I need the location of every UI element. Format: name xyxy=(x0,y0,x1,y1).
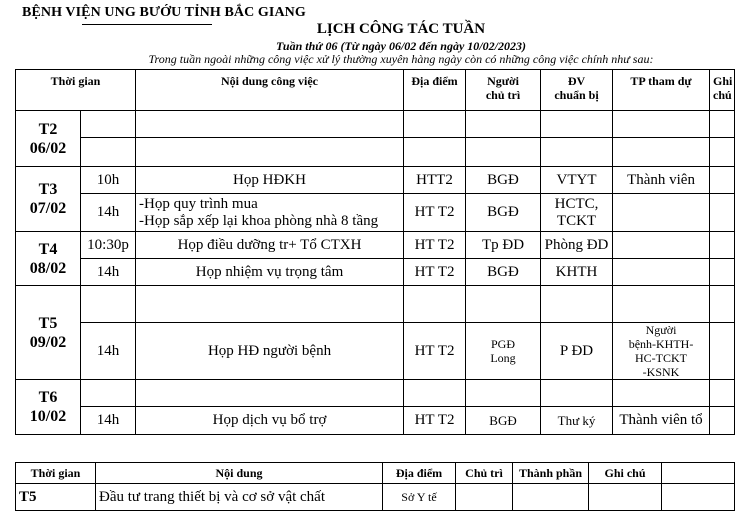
unit-cell xyxy=(541,194,613,232)
chair-cell xyxy=(466,259,541,286)
cell-line: BGĐ xyxy=(487,171,519,188)
content-cell xyxy=(136,380,404,407)
content-cell xyxy=(136,407,404,435)
cell-line: VTYT xyxy=(556,171,597,188)
location-cell xyxy=(404,138,466,167)
attendees-cell xyxy=(613,286,710,323)
time-cell: 14h xyxy=(81,194,136,232)
cell-line: BGĐ xyxy=(487,263,519,280)
document-title: LỊCH CÔNG TÁC TUẦN xyxy=(316,21,486,37)
extra-col-notes: Ghi chú xyxy=(589,463,662,484)
notes-cell xyxy=(710,194,735,232)
unit-cell xyxy=(541,138,613,167)
notes-cell xyxy=(710,380,735,407)
extra-notes xyxy=(589,484,662,511)
day-cell xyxy=(16,286,81,380)
attendees-cell xyxy=(613,111,710,138)
notes-cell xyxy=(710,111,735,138)
unit-cell xyxy=(541,111,613,138)
cell-line: Họp dịch vụ bổ trợ xyxy=(212,412,327,428)
chair-cell xyxy=(466,194,541,232)
day-label: T2 xyxy=(38,120,58,138)
chair-cell xyxy=(466,380,541,407)
time-cell xyxy=(81,286,136,323)
cell-line: Long xyxy=(490,351,516,365)
extra-col-chair: Chủ trì xyxy=(456,463,513,484)
notes-cell xyxy=(710,407,735,435)
cell-line: HC-TCKT xyxy=(635,351,688,365)
extra-blank xyxy=(662,484,735,511)
extra-location: Sở Y tế xyxy=(383,484,456,511)
schedule-header-row xyxy=(16,70,735,111)
unit-cell xyxy=(541,259,613,286)
content-cell xyxy=(136,286,404,323)
day-date: 10/02 xyxy=(29,408,67,425)
day-cell xyxy=(16,111,81,167)
attendees-cell xyxy=(613,194,710,232)
cell-line: Họp nhiệm vụ trọng tâm xyxy=(195,263,344,280)
extra-col-location: Địa điểm xyxy=(383,463,456,484)
cell-line: Họp điều dưỡng tr+ Tổ CTXH xyxy=(177,236,362,253)
cell-line: PGĐ xyxy=(491,337,516,351)
attendees-cell xyxy=(613,323,710,380)
time-cell: 14h xyxy=(81,407,136,435)
extra-table xyxy=(15,462,735,511)
cell-line: -Họp sắp xếp lại khoa phòng nhà 8 tầng xyxy=(139,212,379,229)
location-cell xyxy=(404,380,466,407)
content-cell xyxy=(136,167,404,194)
extra-col-members: Thành phần xyxy=(513,463,589,484)
extra-col-content: Nội dung xyxy=(96,463,383,484)
notes-cell xyxy=(710,167,735,194)
schedule-row xyxy=(16,232,735,259)
attendees-cell xyxy=(613,138,710,167)
extra-chair xyxy=(456,484,513,511)
day-cell xyxy=(16,380,81,435)
cell-line: -Họp quy trình mua xyxy=(139,195,258,212)
intro-text: Trong tuần ngoài những công việc xử lý thường xuyên hàng ngày còn có những công việc chính như sau: xyxy=(148,52,654,66)
cell-line: Họp HĐKH xyxy=(233,171,306,188)
chair-cell xyxy=(466,407,541,435)
hospital-name: BỆNH VIỆN UNG BƯỚU TỈNH BẮC GIANG xyxy=(22,5,306,20)
col-unit: ĐV chuẩn bị xyxy=(541,70,613,111)
cell-line: P ĐD xyxy=(559,342,594,359)
chair-cell xyxy=(466,323,541,380)
col-chair: Người chủ trì xyxy=(466,70,541,111)
content-cell xyxy=(136,111,404,138)
location-cell xyxy=(404,286,466,323)
attendees-cell xyxy=(613,232,710,259)
day-date: 06/02 xyxy=(29,139,67,157)
unit-cell xyxy=(541,407,613,435)
time-cell xyxy=(81,380,136,407)
cell-line: Người xyxy=(645,323,677,337)
day-date: 08/02 xyxy=(29,259,67,277)
unit-cell xyxy=(541,232,613,259)
schedule-row xyxy=(16,286,735,323)
cell-line: BGĐ xyxy=(487,204,519,220)
cell-line: Tp ĐD xyxy=(481,236,525,253)
col-attendees: TP tham dự xyxy=(613,70,710,111)
unit-cell xyxy=(541,380,613,407)
unit-cell xyxy=(541,286,613,323)
schedule-row xyxy=(16,407,735,435)
week-range: Tuần thứ 06 (Từ ngày 06/02 đến ngày 10/02/2023) xyxy=(276,39,526,53)
schedule-row xyxy=(16,167,735,194)
extra-col-blank xyxy=(662,463,735,484)
unit-cell xyxy=(541,323,613,380)
cell-line: Phòng ĐD xyxy=(544,236,609,253)
day-date: 09/02 xyxy=(29,333,67,351)
notes-cell xyxy=(710,259,735,286)
cell-line: Thành viên tổ xyxy=(619,412,703,428)
day-label: T6 xyxy=(38,389,58,406)
notes-cell xyxy=(710,138,735,167)
col-time: Thời gian xyxy=(16,70,136,111)
content-cell xyxy=(136,232,404,259)
chair-cell xyxy=(466,138,541,167)
day-cell xyxy=(16,167,81,232)
extra-header-row xyxy=(16,463,735,484)
schedule-row xyxy=(16,194,735,232)
schedule-table xyxy=(15,69,735,435)
extra-members xyxy=(513,484,589,511)
cell-line: KHTH xyxy=(555,263,598,280)
extra-col-time: Thời gian xyxy=(16,463,96,484)
content-cell xyxy=(136,138,404,167)
schedule-row xyxy=(16,138,735,167)
location-cell: HT T2 xyxy=(404,232,466,259)
extra-content: Đầu tư trang thiết bị và cơ sở vật chất xyxy=(96,484,383,511)
location-cell: HT T2 xyxy=(404,407,466,435)
time-cell: 10h xyxy=(81,167,136,194)
time-cell xyxy=(81,111,136,138)
time-cell: 14h xyxy=(81,259,136,286)
col-location: Địa điểm xyxy=(404,70,466,111)
content-cell xyxy=(136,323,404,380)
schedule-row xyxy=(16,259,735,286)
time-cell xyxy=(81,138,136,167)
location-cell: HT T2 xyxy=(404,194,466,232)
cell-line: Họp HĐ người bệnh xyxy=(207,342,332,359)
cell-line: -KSNK xyxy=(642,365,680,379)
time-cell: 14h xyxy=(81,323,136,380)
schedule-row xyxy=(16,323,735,380)
chair-cell xyxy=(466,286,541,323)
day-cell xyxy=(16,232,81,286)
cell-line: TCKT xyxy=(556,212,597,229)
location-cell xyxy=(404,111,466,138)
location-cell: HT T2 xyxy=(404,323,466,380)
chair-cell xyxy=(466,111,541,138)
schedule-row xyxy=(16,111,735,138)
attendees-cell xyxy=(613,167,710,194)
cell-line: Thành viên xyxy=(627,171,695,188)
extra-row xyxy=(16,484,735,511)
day-label: T4 xyxy=(38,240,58,258)
cell-line: Thư ký xyxy=(557,413,596,428)
col-notes: Ghi chú xyxy=(710,70,735,111)
notes-cell xyxy=(710,323,735,380)
content-cell xyxy=(136,194,404,232)
cell-line: bệnh-KHTH- xyxy=(628,337,694,351)
time-cell: 10:30p xyxy=(81,232,136,259)
attendees-cell xyxy=(613,380,710,407)
attendees-cell xyxy=(613,407,710,435)
day-label: T5 xyxy=(38,314,58,332)
content-cell xyxy=(136,259,404,286)
unit-cell xyxy=(541,167,613,194)
location-cell: HT T2 xyxy=(404,259,466,286)
attendees-cell xyxy=(613,259,710,286)
day-label: T3 xyxy=(38,181,58,198)
location-cell: HTT2 xyxy=(404,167,466,194)
cell-line: BGĐ xyxy=(489,413,517,428)
schedule-row xyxy=(16,380,735,407)
notes-cell xyxy=(710,286,735,323)
chair-cell xyxy=(466,167,541,194)
notes-cell xyxy=(710,232,735,259)
cell-line: HCTC, xyxy=(554,195,599,212)
chair-cell xyxy=(466,232,541,259)
day-date: 07/02 xyxy=(29,200,67,217)
col-content: Nội dung công việc xyxy=(136,70,404,111)
schedule-body xyxy=(16,111,735,435)
extra-day: T5 xyxy=(16,484,96,511)
